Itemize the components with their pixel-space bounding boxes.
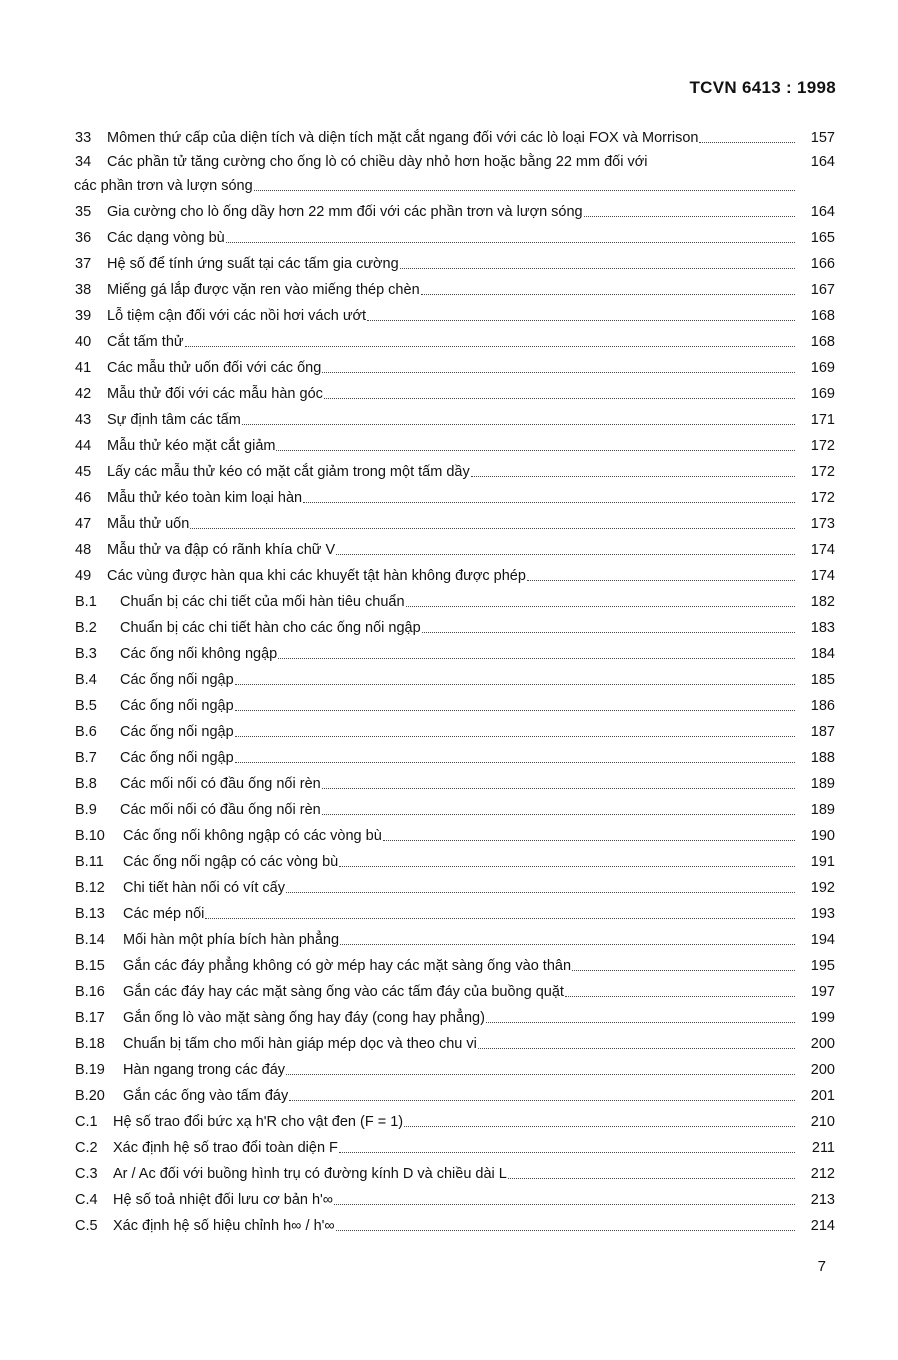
dot-leader	[336, 1229, 795, 1231]
entry-text: Lỗ tiệm cận đối với các nồi hơi vách ướt	[107, 308, 367, 324]
toc-entry[interactable]	[75, 325, 835, 351]
entry-page: 173	[810, 516, 835, 532]
toc-entry[interactable]	[75, 663, 835, 689]
toc-entry[interactable]	[75, 975, 835, 1001]
dot-leader	[278, 657, 795, 659]
toc-entry[interactable]	[75, 585, 835, 611]
entry-number: B.5	[75, 698, 97, 714]
entry-number: B.15	[75, 958, 105, 974]
entry-number: B.10	[75, 828, 105, 844]
dot-leader	[572, 969, 795, 971]
entry-number: B.11	[75, 854, 104, 870]
entry-number: 44	[75, 438, 92, 454]
entry-text: Chuẩn bị các chi tiết hàn cho các ống nối ngập	[120, 620, 421, 636]
entry-page: 172	[810, 464, 835, 480]
entry-number: B.9	[75, 802, 97, 818]
entry-page: 194	[810, 932, 835, 948]
entry-page: 187	[810, 724, 835, 740]
entry-page: 166	[810, 256, 835, 272]
entry-text: Các ống nối ngập	[120, 724, 234, 740]
toc-entry[interactable]	[75, 1079, 835, 1105]
entry-number: B.12	[75, 880, 105, 896]
entry-number: B.6	[75, 724, 97, 740]
entry-text: Chuẩn bị tấm cho mối hàn giáp mép dọc và theo chu vi	[123, 1036, 477, 1052]
toc-entry[interactable]	[75, 559, 835, 585]
entry-page: 164	[810, 154, 835, 170]
entry-text: Ar / Ac đối với buồng hình trụ có đường kính D và chiều dài L	[113, 1166, 507, 1182]
entry-text: Các mối nối có đầu ống nối rèn	[120, 776, 321, 792]
dot-leader	[527, 579, 795, 581]
dot-leader	[334, 1203, 795, 1205]
entry-number: 33	[75, 130, 92, 146]
entry-page: 168	[810, 308, 835, 324]
entry-text: Hệ số toả nhiệt đối lưu cơ bản h'∞	[113, 1192, 334, 1208]
entry-page: 189	[810, 802, 835, 818]
toc-entry[interactable]	[75, 871, 835, 897]
entry-number: B.20	[75, 1088, 105, 1104]
toc-entry[interactable]	[75, 121, 835, 147]
entry-text: Gắn các đáy hay các mặt sàng ống vào các tấm đáy của buồng quặt	[123, 984, 564, 1000]
entry-number: B.18	[75, 1036, 105, 1052]
entry-text: Các phần tử tăng cường cho ống lò có chiều dày nhỏ hơn hoặc bằng 22 mm đối với	[107, 154, 648, 170]
dot-leader	[339, 1151, 795, 1153]
dot-leader	[322, 813, 795, 815]
entry-page: 165	[810, 230, 835, 246]
entry-page: 169	[810, 360, 835, 376]
entry-page: 171	[810, 412, 835, 428]
entry-number: 35	[75, 204, 92, 220]
entry-text: Các vùng được hàn qua khi các khuyết tật hàn không được phép	[107, 568, 526, 584]
entry-text-continued: các phần trơn và lượn sóng	[74, 178, 253, 194]
dot-leader	[421, 293, 795, 295]
entry-text: Xác định hệ số hiệu chỉnh h∞ / h'∞	[113, 1218, 335, 1234]
dot-leader	[235, 735, 795, 737]
entry-page: 214	[810, 1218, 835, 1234]
entry-page: 212	[810, 1166, 835, 1182]
entry-page: 188	[810, 750, 835, 766]
dot-leader	[478, 1047, 795, 1049]
toc-entry[interactable]	[75, 923, 835, 949]
dot-leader	[303, 501, 795, 503]
entry-text: Mômen thứ cấp của diện tích và diện tích mặt cắt ngang đối với các lò loại FOX và Morrison	[107, 130, 699, 146]
toc-entry[interactable]	[75, 1105, 835, 1131]
entry-text: Các ống nối không ngập	[120, 646, 278, 662]
entry-page: 213	[810, 1192, 835, 1208]
dot-leader	[340, 943, 795, 945]
toc-entry[interactable]	[75, 845, 835, 871]
dot-leader	[565, 995, 795, 997]
page-number: 7	[817, 1258, 826, 1275]
dot-leader	[254, 189, 795, 191]
toc-entry[interactable]	[75, 897, 835, 923]
entry-page: 185	[810, 672, 835, 688]
dot-leader	[471, 475, 795, 477]
entry-page: 200	[810, 1036, 835, 1052]
entry-text: Gắn các đáy phẳng không có gờ mép hay các mặt sàng ống vào thân	[123, 958, 572, 974]
entry-text: Mẫu thử đối với các mẫu hàn góc	[107, 386, 323, 402]
dot-leader	[289, 1099, 795, 1101]
entry-number: 38	[75, 282, 92, 298]
entry-page: 195	[810, 958, 835, 974]
entry-number: 48	[75, 542, 92, 558]
entry-text: Các mép nối	[123, 906, 205, 922]
entry-number: B.14	[75, 932, 105, 948]
dot-leader	[584, 215, 795, 217]
entry-page: 186	[810, 698, 835, 714]
entry-number: B.16	[75, 984, 105, 1000]
entry-number: B.17	[75, 1010, 105, 1026]
entry-page: 192	[810, 880, 835, 896]
entry-text: Các mẫu thử uốn đối với các ống	[107, 360, 322, 376]
entry-text: Mẫu thử kéo toàn kim loại hàn	[107, 490, 303, 506]
entry-text: Mẫu thử va đập có rãnh khía chữ V	[107, 542, 336, 558]
entry-number: 49	[75, 568, 92, 584]
dot-leader	[336, 553, 795, 555]
entry-text: Gia cường cho lò ống dầy hơn 22 mm đối với các phần trơn và lượn sóng	[107, 204, 583, 220]
entry-text: Các dạng vòng bù	[107, 230, 225, 246]
entry-number: 41	[75, 360, 92, 376]
entry-text: Hàn ngang trong các đáy	[123, 1062, 286, 1078]
dot-leader	[226, 241, 795, 243]
entry-number: 39	[75, 308, 92, 324]
entry-page: 190	[810, 828, 835, 844]
entry-page: 197	[810, 984, 835, 1000]
dot-leader	[286, 891, 795, 893]
entry-text: Mẫu thử kéo mặt cắt giảm	[107, 438, 276, 454]
entry-number: 37	[75, 256, 92, 272]
entry-text: Các ống nối ngập	[120, 698, 234, 714]
entry-text: Cắt tấm thử	[107, 334, 184, 350]
dot-leader	[276, 449, 795, 451]
entry-page: 183	[810, 620, 835, 636]
toc-entry[interactable]	[75, 1001, 835, 1027]
toc-entry[interactable]	[75, 715, 835, 741]
toc-entry[interactable]	[75, 819, 835, 845]
entry-number: 40	[75, 334, 92, 350]
toc-entry[interactable]	[75, 611, 835, 637]
toc-entry[interactable]	[75, 429, 835, 455]
entry-number: 34	[75, 154, 92, 170]
entry-page: 164	[810, 204, 835, 220]
entry-number: C.5	[75, 1218, 98, 1234]
entry-text: Mẫu thử uốn	[107, 516, 190, 532]
toc-entry-34[interactable]	[75, 147, 835, 195]
entry-number: B.19	[75, 1062, 105, 1078]
entry-number: C.3	[75, 1166, 98, 1182]
entry-page: 174	[810, 542, 835, 558]
entry-text: Lấy các mẫu thử kéo có mặt cắt giảm trong một tấm dầy	[107, 464, 470, 480]
dot-leader	[422, 631, 795, 633]
entry-page: 210	[810, 1114, 835, 1130]
entry-text: Các mối nối có đầu ống nối rèn	[120, 802, 321, 818]
entry-number: B.13	[75, 906, 105, 922]
entry-text: Miếng gá lắp được vặn ren vào miếng thép chèn	[107, 282, 420, 298]
entry-number: 45	[75, 464, 92, 480]
entry-number: B.8	[75, 776, 97, 792]
toc-entry[interactable]	[75, 637, 835, 663]
entry-page: 182	[810, 594, 835, 610]
entry-page: 174	[810, 568, 835, 584]
toc-entry[interactable]	[75, 507, 835, 533]
toc-entry[interactable]	[75, 1131, 835, 1157]
entry-number: 46	[75, 490, 92, 506]
dot-leader	[486, 1021, 795, 1023]
dot-leader	[400, 267, 795, 269]
entry-page: 169	[810, 386, 835, 402]
entry-number: 36	[75, 230, 92, 246]
entry-number: C.2	[75, 1140, 98, 1156]
entry-text: Sự định tâm các tấm	[107, 412, 241, 428]
dot-leader	[406, 605, 795, 607]
toc-entry[interactable]	[75, 1209, 835, 1235]
dot-leader	[699, 141, 795, 143]
toc-entry[interactable]	[75, 767, 835, 793]
entry-text: Hệ số để tính ứng suất tại các tấm gia cường	[107, 256, 399, 272]
toc-entry[interactable]	[75, 533, 835, 559]
entry-page: 201	[810, 1088, 835, 1104]
entry-page: 167	[810, 282, 835, 298]
toc-entry[interactable]	[75, 403, 835, 429]
entry-text: Gắn các ống vào tấm đáy	[123, 1088, 289, 1104]
entry-number: B.7	[75, 750, 97, 766]
dot-leader	[339, 865, 795, 867]
dot-leader	[367, 319, 795, 321]
dot-leader	[235, 709, 795, 711]
entry-text: Chuẩn bị các chi tiết của mối hàn tiêu chuẩn	[120, 594, 405, 610]
dot-leader	[322, 371, 795, 373]
table-of-figures	[75, 121, 835, 1235]
entry-text: Chi tiết hàn nối có vít cấy	[123, 880, 285, 896]
toc-entry[interactable]	[75, 247, 835, 273]
toc-entry[interactable]	[75, 1183, 835, 1209]
entry-text: Hệ số trao đổi bức xạ h'R cho vật đen (F = 1)	[113, 1114, 404, 1130]
entry-page: 168	[810, 334, 835, 350]
entry-text: Các ống nối không ngập có các vòng bù	[123, 828, 382, 844]
dot-leader	[324, 397, 795, 399]
dot-leader	[242, 423, 795, 425]
entry-page: 199	[810, 1010, 835, 1026]
entry-number: 42	[75, 386, 92, 402]
entry-page: 172	[810, 438, 835, 454]
dot-leader	[286, 1073, 795, 1075]
toc-entry[interactable]	[75, 1053, 835, 1079]
dot-leader	[190, 527, 795, 529]
dot-leader	[383, 839, 795, 841]
entry-page: 211	[811, 1140, 835, 1156]
entry-number: C.1	[75, 1114, 98, 1130]
dot-leader	[235, 683, 795, 685]
toc-entry[interactable]	[75, 221, 835, 247]
toc-entry[interactable]	[75, 195, 835, 221]
entry-page: 157	[810, 130, 835, 146]
entry-number: C.4	[75, 1192, 98, 1208]
toc-entry[interactable]	[75, 351, 835, 377]
toc-entry[interactable]	[75, 741, 835, 767]
entry-number: 47	[75, 516, 92, 532]
entry-page: 191	[810, 854, 835, 870]
document-header: TCVN 6413 : 1998	[689, 78, 836, 97]
entry-page: 184	[810, 646, 835, 662]
toc-entry[interactable]	[75, 1157, 835, 1183]
entry-number: B.3	[75, 646, 97, 662]
entry-page: 172	[810, 490, 835, 506]
toc-entry[interactable]	[75, 793, 835, 819]
dot-leader	[404, 1125, 795, 1127]
toc-entry[interactable]	[75, 949, 835, 975]
entry-text: Xác định hệ số trao đổi toàn diện F	[113, 1140, 338, 1156]
entry-number: B.4	[75, 672, 97, 688]
toc-entry[interactable]	[75, 273, 835, 299]
dot-leader	[508, 1177, 795, 1179]
dot-leader	[185, 345, 795, 347]
entry-page: 200	[810, 1062, 835, 1078]
toc-entry[interactable]	[75, 455, 835, 481]
toc-entry[interactable]	[75, 1027, 835, 1053]
toc-entry[interactable]	[75, 299, 835, 325]
toc-entry[interactable]	[75, 481, 835, 507]
entry-text: Mối hàn một phía bích hàn phẳng	[123, 932, 340, 948]
entry-number: B.1	[75, 594, 97, 610]
entry-text: Các ống nối ngập có các vòng bù	[123, 854, 339, 870]
dot-leader	[235, 761, 795, 763]
entry-number: B.2	[75, 620, 97, 636]
dot-leader	[205, 917, 795, 919]
entry-text: Các ống nối ngập	[120, 672, 234, 688]
toc-entry[interactable]	[75, 689, 835, 715]
dot-leader	[322, 787, 795, 789]
entry-text: Các ống nối ngập	[120, 750, 234, 766]
entry-page: 189	[810, 776, 835, 792]
entry-page: 193	[810, 906, 835, 922]
entry-number: 43	[75, 412, 92, 428]
toc-entry[interactable]	[75, 377, 835, 403]
entry-text: Gắn ống lò vào mặt sàng ống hay đáy (cong hay phẳng)	[123, 1010, 485, 1026]
